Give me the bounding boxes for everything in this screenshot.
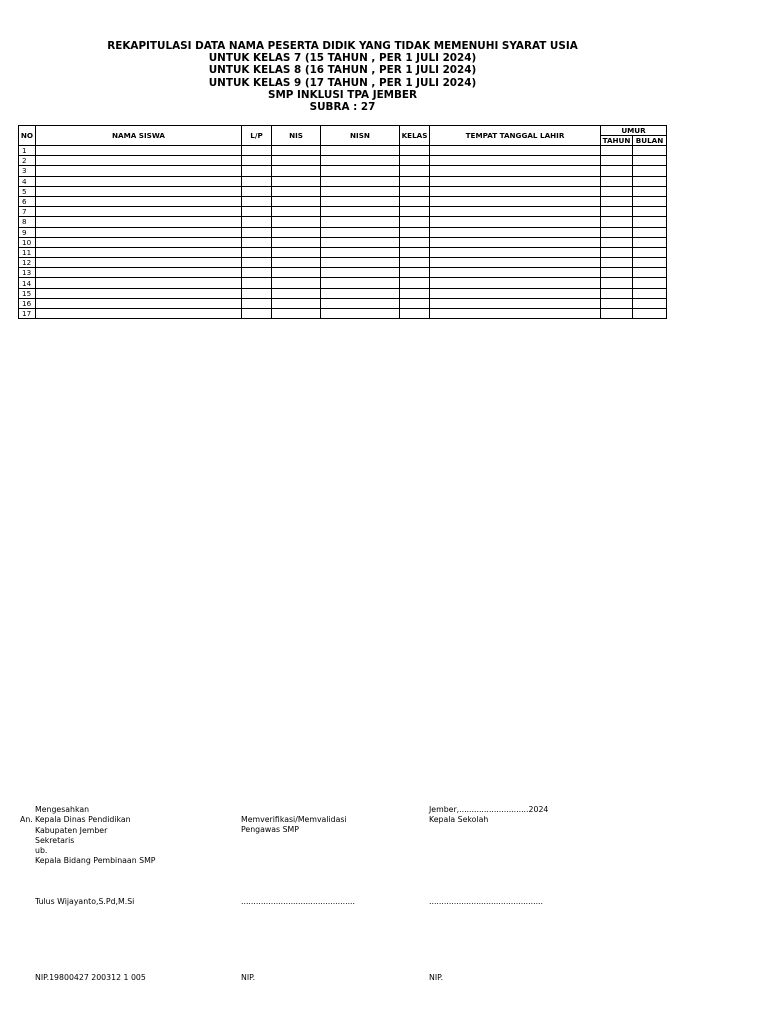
- table-cell: [400, 247, 430, 257]
- table-cell: [36, 278, 242, 288]
- header-umur: UMUR: [601, 126, 667, 136]
- table-cell: [601, 258, 633, 268]
- table-cell: [633, 298, 667, 308]
- table-cell: [400, 166, 430, 176]
- table-cell: [400, 196, 430, 206]
- table-cell: [36, 166, 242, 176]
- table-cell: [601, 186, 633, 196]
- table-cell: [272, 176, 321, 186]
- table-cell: [633, 217, 667, 227]
- row-number: 2: [19, 156, 36, 166]
- table-cell: [633, 146, 667, 156]
- table-cell: [321, 247, 400, 257]
- table-cell: [321, 298, 400, 308]
- table-cell: [272, 309, 321, 319]
- table-cell: [272, 258, 321, 268]
- table-cell: [430, 278, 601, 288]
- row-number: 7: [19, 207, 36, 217]
- table-cell: [601, 156, 633, 166]
- table-cell: [430, 196, 601, 206]
- table-cell: [430, 247, 601, 257]
- table-cell: [321, 288, 400, 298]
- row-number: 12: [19, 258, 36, 268]
- table-cell: [633, 278, 667, 288]
- table-cell: [36, 258, 242, 268]
- table-cell: [242, 278, 272, 288]
- table-row: [19, 227, 667, 237]
- table-cell: [633, 258, 667, 268]
- table-cell: [36, 156, 242, 166]
- table-cell: [400, 278, 430, 288]
- table-cell: [430, 207, 601, 217]
- row-number: 14: [19, 278, 36, 288]
- row-number: 16: [19, 298, 36, 308]
- title-line-2: UNTUK KELAS 7 (15 TAHUN , PER 1 JULI 2024): [208, 52, 477, 65]
- table-cell: [272, 146, 321, 156]
- left-signer-nip: NIP.19800427 200312 1 005: [35, 973, 146, 982]
- table-cell: [272, 207, 321, 217]
- table-cell: [242, 196, 272, 206]
- table-cell: [430, 237, 601, 247]
- table-cell: [242, 258, 272, 268]
- title-line-6: SUBRA : 27: [309, 101, 376, 114]
- table-cell: [242, 237, 272, 247]
- table-cell: [36, 196, 242, 206]
- table-cell: [430, 186, 601, 196]
- table-cell: [321, 217, 400, 227]
- table-cell: [633, 309, 667, 319]
- table-cell: [36, 288, 242, 298]
- table-cell: [321, 146, 400, 156]
- table-cell: [601, 268, 633, 278]
- left-line-4: Sekretaris: [35, 835, 75, 845]
- row-number: 3: [19, 166, 36, 176]
- row-number: 15: [19, 288, 36, 298]
- table-cell: [36, 227, 242, 237]
- table-body: [19, 146, 667, 319]
- table-cell: [430, 288, 601, 298]
- header-kelas: KELAS: [400, 126, 430, 146]
- table-cell: [430, 298, 601, 308]
- table-cell: [36, 217, 242, 227]
- table-cell: [242, 247, 272, 257]
- row-number: 10: [19, 237, 36, 247]
- row-number: 5: [19, 186, 36, 196]
- table-row: [19, 268, 667, 278]
- table-cell: [601, 227, 633, 237]
- table-cell: [430, 156, 601, 166]
- table-cell: [321, 207, 400, 217]
- table-cell: [242, 186, 272, 196]
- table-cell: [242, 298, 272, 308]
- header-tahun: TAHUN: [601, 136, 633, 146]
- table-cell: [430, 258, 601, 268]
- table-cell: [430, 227, 601, 237]
- table-cell: [242, 207, 272, 217]
- row-number: 1: [19, 146, 36, 156]
- header-no: NO: [19, 126, 36, 146]
- table-cell: [400, 298, 430, 308]
- title-line-3: UNTUK KELAS 8 (16 TAHUN , PER 1 JULI 2024): [208, 64, 477, 77]
- table-cell: [633, 207, 667, 217]
- table-cell: [321, 176, 400, 186]
- table-cell: [430, 176, 601, 186]
- table-row: [19, 166, 667, 176]
- signature-right: [429, 805, 548, 826]
- row-number: 11: [19, 247, 36, 257]
- table-cell: [601, 217, 633, 227]
- table-cell: [242, 166, 272, 176]
- header-tempat-tanggal-lahir: TEMPAT TANGGAL LAHIR: [430, 126, 601, 146]
- table-cell: [321, 237, 400, 247]
- table-cell: [321, 258, 400, 268]
- table-cell: [633, 156, 667, 166]
- table-cell: [36, 146, 242, 156]
- table-cell: [321, 278, 400, 288]
- table-cell: [601, 298, 633, 308]
- table-cell: [430, 309, 601, 319]
- table-cell: [36, 247, 242, 257]
- table-cell: [601, 166, 633, 176]
- table-cell: [321, 196, 400, 206]
- table-cell: [430, 217, 601, 227]
- right-line-1: Jember,............................2024: [429, 805, 549, 814]
- table-cell: [242, 309, 272, 319]
- table-cell: [633, 196, 667, 206]
- table-cell: [400, 258, 430, 268]
- table-cell: [633, 268, 667, 278]
- header-nis: NIS: [272, 126, 321, 146]
- table-row: [19, 298, 667, 308]
- table-cell: [400, 237, 430, 247]
- table-cell: [242, 288, 272, 298]
- table-cell: [242, 227, 272, 237]
- table-row: [19, 247, 667, 257]
- table-cell: [272, 237, 321, 247]
- table-cell: [400, 186, 430, 196]
- table-row: [19, 196, 667, 206]
- row-number: 9: [19, 227, 36, 237]
- table-row: [19, 258, 667, 268]
- table-cell: [272, 288, 321, 298]
- row-number: 17: [19, 309, 36, 319]
- table-cell: [633, 227, 667, 237]
- signature-left: [35, 805, 156, 867]
- table-cell: [321, 268, 400, 278]
- middle-signer-name: ..............................................: [241, 897, 356, 906]
- left-line-6: Kepala Bidang Pembinaan SMP: [35, 856, 156, 866]
- table-cell: [601, 309, 633, 319]
- table-cell: [321, 166, 400, 176]
- table-cell: [430, 166, 601, 176]
- middle-signer-nip: NIP.: [241, 973, 256, 982]
- table-cell: [242, 176, 272, 186]
- table-cell: [36, 309, 242, 319]
- table-cell: [601, 278, 633, 288]
- table-cell: [400, 156, 430, 166]
- table-cell: [400, 217, 430, 227]
- table-cell: [633, 237, 667, 247]
- document-title: [0, 40, 685, 113]
- table-cell: [400, 176, 430, 186]
- table-cell: [272, 268, 321, 278]
- table-cell: [242, 146, 272, 156]
- header-lp: L/P: [242, 126, 272, 146]
- table-row: [19, 156, 667, 166]
- table-cell: [272, 166, 321, 176]
- table-cell: [272, 196, 321, 206]
- title-line-5: SMP INKLUSI TPA JEMBER: [267, 88, 418, 101]
- left-line-1: Mengesahkan: [35, 805, 90, 814]
- table-cell: [601, 207, 633, 217]
- table-cell: [601, 247, 633, 257]
- table-cell: [601, 196, 633, 206]
- table-cell: [272, 156, 321, 166]
- table-cell: [400, 268, 430, 278]
- header-bulan: BULAN: [633, 136, 667, 146]
- title-line-4: UNTUK KELAS 9 (17 TAHUN , PER 1 JULI 2024): [208, 76, 477, 89]
- right-signer-name: ..............................................: [429, 897, 544, 906]
- table-cell: [601, 237, 633, 247]
- table-cell: [321, 309, 400, 319]
- row-number: 6: [19, 196, 36, 206]
- table-cell: [321, 156, 400, 166]
- table-row: [19, 237, 667, 247]
- table-row: [19, 278, 667, 288]
- table-row: [19, 217, 667, 227]
- middle-line-2: Pengawas SMP: [241, 825, 299, 835]
- table-cell: [400, 227, 430, 237]
- rekap-table: [18, 125, 667, 319]
- left-line-5: ub.: [35, 846, 48, 856]
- middle-line-1: Memverifikasi/Memvalidasi: [241, 815, 347, 824]
- table-cell: [321, 186, 400, 196]
- table-row: [19, 207, 667, 217]
- right-line-2: Kepala Sekolah: [429, 815, 489, 825]
- table-cell: [272, 278, 321, 288]
- an-prefix: An.: [20, 815, 33, 824]
- table-cell: [242, 156, 272, 166]
- table-cell: [601, 146, 633, 156]
- table-cell: [36, 237, 242, 247]
- table-cell: [400, 288, 430, 298]
- table-cell: [272, 298, 321, 308]
- signature-middle: [241, 815, 347, 836]
- table-cell: [633, 186, 667, 196]
- row-number: 4: [19, 176, 36, 186]
- table-row: [19, 186, 667, 196]
- table-cell: [242, 268, 272, 278]
- table-cell: [400, 309, 430, 319]
- table-cell: [601, 176, 633, 186]
- row-number: 8: [19, 217, 36, 227]
- row-number: 13: [19, 268, 36, 278]
- table-row: [19, 309, 667, 319]
- table-cell: [272, 217, 321, 227]
- table-cell: [633, 247, 667, 257]
- right-signer-nip: NIP.: [429, 973, 444, 982]
- table-cell: [601, 288, 633, 298]
- table-cell: [400, 146, 430, 156]
- table-row: [19, 146, 667, 156]
- table-cell: [272, 247, 321, 257]
- table-cell: [36, 298, 242, 308]
- header-nama-siswa: NAMA SISWA: [36, 126, 242, 146]
- left-signer-name: Tulus Wijayanto,S.Pd,M.Si: [35, 897, 135, 906]
- title-line-1: REKAPITULASI DATA NAMA PESERTA DIDIK YANG TIDAK MEMENUHI SYARAT USIA: [107, 40, 578, 52]
- table-row: [19, 288, 667, 298]
- left-line-2: Kepala Dinas Pendidikan: [35, 815, 131, 825]
- table-cell: [430, 268, 601, 278]
- header-nisn: NISN: [321, 126, 400, 146]
- table-cell: [272, 227, 321, 237]
- table-cell: [36, 207, 242, 217]
- table-cell: [633, 166, 667, 176]
- table-cell: [242, 217, 272, 227]
- table-cell: [272, 186, 321, 196]
- table-cell: [321, 227, 400, 237]
- table-cell: [400, 207, 430, 217]
- table-row: [19, 176, 667, 186]
- table-cell: [430, 146, 601, 156]
- table-cell: [36, 176, 242, 186]
- table-cell: [633, 176, 667, 186]
- table-cell: [36, 268, 242, 278]
- table-cell: [633, 288, 667, 298]
- left-line-3: Kabupaten Jember: [35, 825, 108, 835]
- table-cell: [36, 186, 242, 196]
